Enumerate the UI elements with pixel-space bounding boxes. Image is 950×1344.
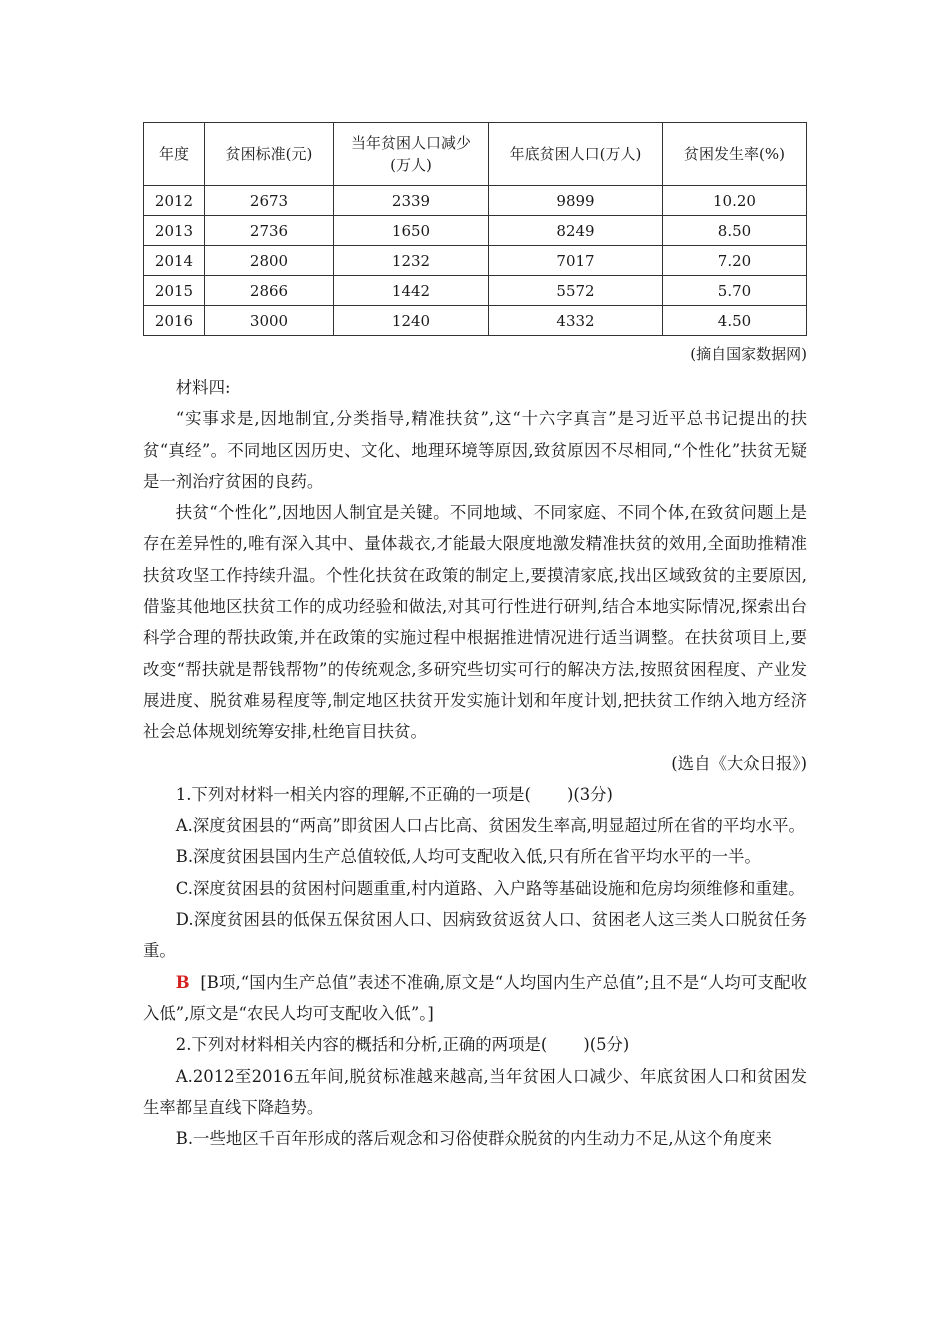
table-header-row	[144, 123, 807, 186]
table-row	[144, 216, 807, 246]
material4-heading: 材料四:	[175, 378, 231, 397]
question-1-points: )(3分)	[566, 784, 613, 804]
question-2-option-a: A.2012至2016五年间,脱贫标准越来越高,当年贫困人口减少、年底贫困人口和贫困发生率都呈直线下降趋势。	[143, 1066, 807, 1117]
table-cell: 2015	[144, 276, 205, 306]
question-1-answer	[143, 967, 807, 1030]
table-cell: 2339	[334, 186, 489, 216]
question-2-stem-text: 2.下列对材料相关内容的概括和分析,正确的两项是(	[175, 1035, 548, 1055]
table-cell: 2800	[205, 246, 334, 276]
table-cell: 2736	[205, 216, 334, 246]
table-row	[144, 276, 807, 306]
table-cell: 2673	[205, 186, 334, 216]
header-year: 年度	[144, 123, 205, 186]
question-1-stem-text: 1.下列对材料一相关内容的理解,不正确的一项是(	[175, 784, 531, 804]
header-year-end-population: 年底贫困人口(万人)	[489, 123, 663, 186]
table-cell: 2012	[144, 186, 205, 216]
table-cell: 1240	[334, 306, 489, 336]
question-1-option-b: B.深度贫困县国内生产总值较低,人均可支配收入低,只有所在省平均水平的一半。	[175, 847, 761, 867]
material4-paragraph-2: 扶贫“个性化”,因地因人制宜是关键。不同地域、不同家庭、不同个体,在致贫问题上是存在差异性的,唯有深入其中、量体裁衣,才能最大限度地激发精准扶贫的效用,全面助推精准扶贫攻坚工作持续升温。个性化扶贫在政策的制定上,要摸清家底,找出区域致贫的主要原因,借鉴其他地区扶贫工作的成功经验和做法,对其可行性进行研判,结合本地实际情况,探索出台科学合理的帮扶政策,并在政策的实施过程中根据推进情况进行适当调整。在扶贫项目上,要改变“帮扶就是帮钱帮物”的传统观念,多研究些切实可行的解决方法,按照贫困程度、产业发展进度、脱贫难易程度等,制定地区扶贫开发实施计划和年度计划,把扶贫工作纳入地方经济社会总体规划统筹安排,杜绝盲目扶贫。	[143, 503, 807, 742]
table-cell: 5.70	[663, 276, 807, 306]
table-cell: 5572	[489, 276, 663, 306]
header-incidence-rate: 贫困发生率(%)	[663, 123, 807, 186]
table-cell: 7.20	[663, 246, 807, 276]
table-cell: 8249	[489, 216, 663, 246]
question-1-stem	[143, 779, 807, 810]
table-row	[144, 306, 807, 336]
material4-paragraph-1: “实事求是,因地制宜,分类指导,精准扶贫”,这“十六字真言”是习近平总书记提出的扶贫“真经”。不同地区因历史、文化、地理环境等原因,致贫原因不尽相同,“个性化”扶贫无疑是一剂治疗贫困的良药。	[143, 409, 807, 491]
question-2-option-b: B.一些地区千百年形成的落后观念和习俗使群众脱贫的内生动力不足,从这个角度来	[175, 1129, 772, 1149]
header-standard: 贫困标准(元)	[205, 123, 334, 186]
table-source: (摘自国家数据网)	[690, 345, 807, 363]
document-page	[143, 122, 807, 1154]
question-1-option-d: D.深度贫困县的低保五保贫困人口、因病致贫返贫人口、贫困老人这三类人口脱贫任务重。	[143, 910, 807, 961]
table-cell: 7017	[489, 246, 663, 276]
table-cell: 8.50	[663, 216, 807, 246]
question-1-option-a: A.深度贫困县的“两高”即贫困人口占比高、贫困发生率高,明显超过所在省的平均水平。	[175, 816, 805, 836]
question-2-stem	[143, 1029, 807, 1060]
header-reduction	[334, 123, 489, 186]
table-cell: 1650	[334, 216, 489, 246]
table-cell: 2016	[144, 306, 205, 336]
table-row	[144, 246, 807, 276]
question-1-option-c: C.深度贫困县的贫困村问题重重,村内道路、入户路等基础设施和危房均须维修和重建。	[175, 878, 805, 898]
table-cell: 9899	[489, 186, 663, 216]
table-row	[144, 186, 807, 216]
table-cell: 3000	[205, 306, 334, 336]
poverty-data-table	[143, 122, 807, 336]
table-cell: 2866	[205, 276, 334, 306]
table-cell: 10.20	[663, 186, 807, 216]
header-reduction-line1: 当年贫困人口减少	[350, 134, 471, 152]
table-cell: 4332	[489, 306, 663, 336]
header-reduction-line2: (万人)	[390, 156, 432, 174]
table-cell: 1232	[334, 246, 489, 276]
table-cell: 4.50	[663, 306, 807, 336]
answer-explanation: [B项,“国内生产总值”表述不准确,原文是“人均国内生产总值”;且不是“人均可支配收入低”,原文是“农民人均可支配收入低”。]	[143, 972, 808, 1023]
table-cell: 2013	[144, 216, 205, 246]
table-cell: 2014	[144, 246, 205, 276]
material4-source: (选自《大众日报》)	[671, 753, 807, 773]
question-2-points: )(5分)	[583, 1035, 630, 1055]
table-cell: 1442	[334, 276, 489, 306]
answer-letter: B	[175, 972, 190, 992]
